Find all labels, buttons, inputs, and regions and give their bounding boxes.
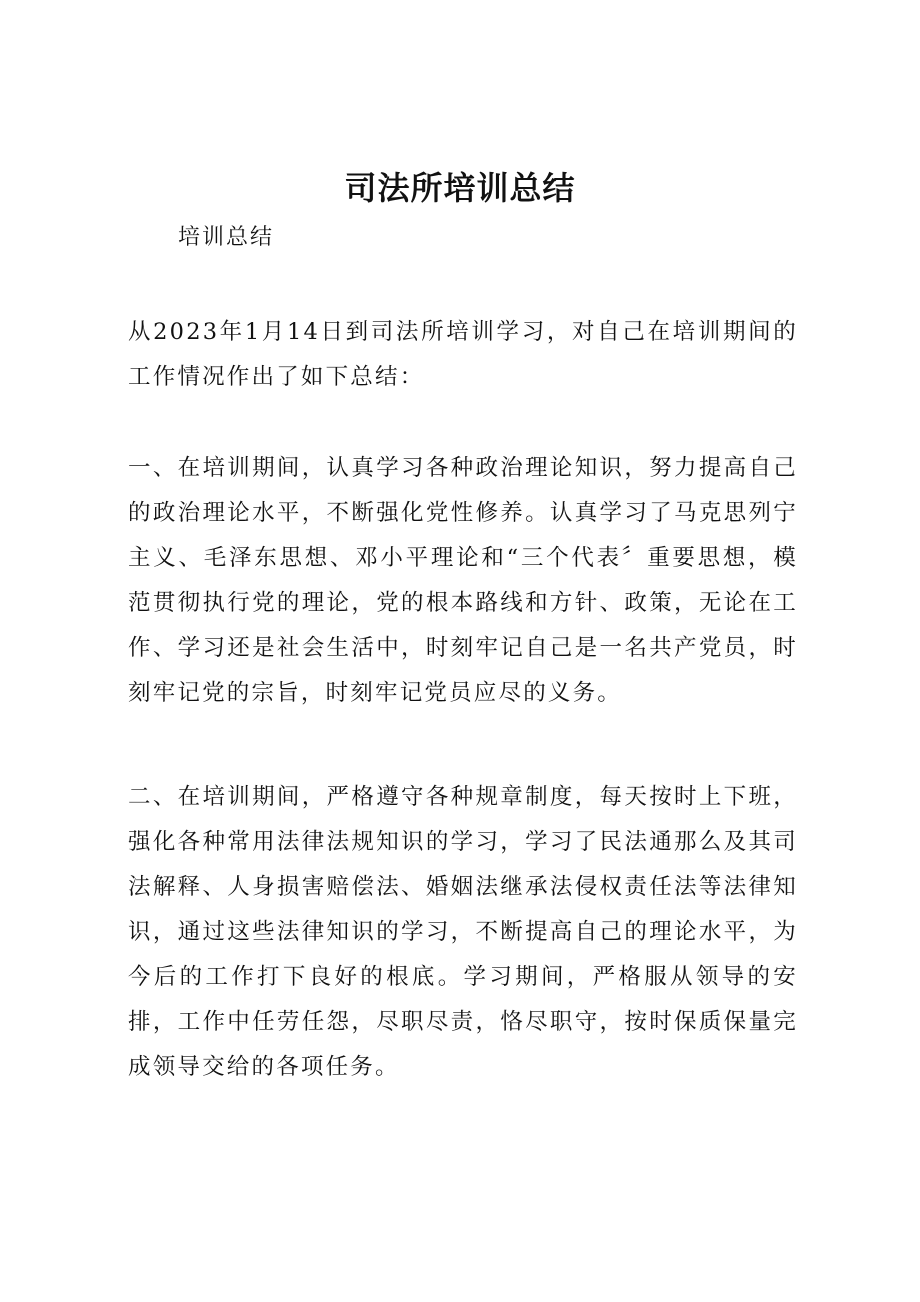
document-title: 司法所培训总结 bbox=[344, 169, 576, 207]
paragraph-section-one: 一、在培训期间，认真学习各种政治理论知识，努力提高自己的政治理论水平，不断强化党性修养。认真学习了马克思列宁主义、毛泽东思想、邓小平理论和“三个代表〞重要思想，模范贯彻执行党的理论，党的根本路线和方针、政策，无论在工作、学习还是社会生活中，时刻牢记自己是一名共产党员，时刻牢记党的宗旨，时刻牢记党员应尽的义务。 bbox=[128, 455, 798, 706]
paragraph-intro: 从2023年1月14日到司法所培训学习，对自己在培训期间的工作情况作出了如下总结： bbox=[128, 319, 798, 390]
document-subtitle: 培训总结 bbox=[178, 225, 275, 250]
paragraph-section-two: 二、在培训期间，严格遵守各种规章制度，每天按时上下班，强化各种常用法律法规知识的学习，学习了民法通那么及其司法解释、人身损害赔偿法、婚姻法继承法侵权责任法等法律知识，通过这些法律知识的学习，不断提高自己的理论水平，为今后的工作打下良好的根底。学习期间，严格服从领导的安排，工作中任劳任怨，尽职尽责，恪尽职守，按时保质保量完成领导交给的各项任务。 bbox=[128, 784, 798, 1080]
